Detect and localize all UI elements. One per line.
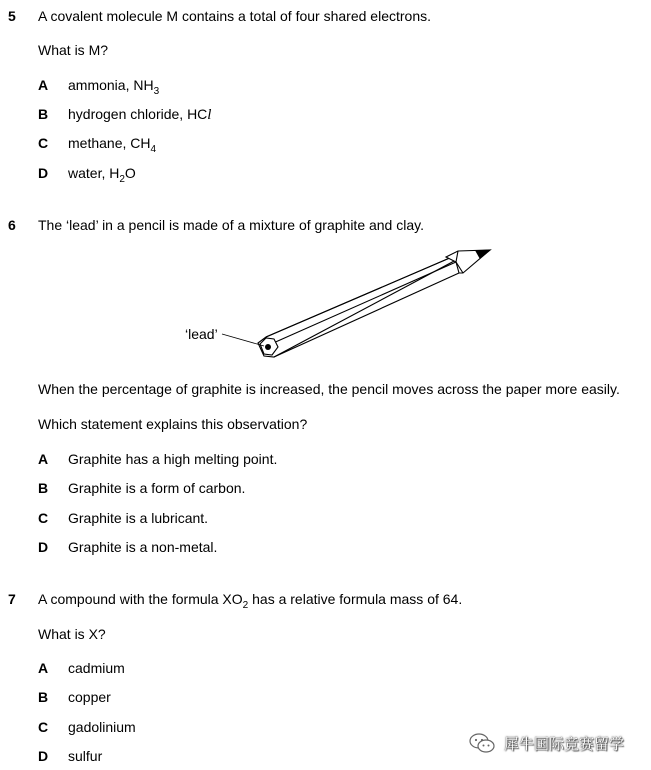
q5-option-c[interactable]: [38, 135, 48, 151]
q7-option-d-text: sulfur: [68, 748, 103, 764]
question-5-prompt: What is M?: [38, 42, 109, 58]
lead-label: ‘lead’: [185, 326, 218, 342]
q7-option-d[interactable]: [38, 748, 48, 764]
question-7-stem: A compound with the formula $XO_2$ has a relative formula mass of 64.: [38, 591, 463, 611]
q6-option-a[interactable]: [38, 451, 48, 467]
option-letter: B: [38, 480, 49, 496]
question-5-number: 5: [8, 8, 16, 24]
q7-option-a[interactable]: [38, 660, 48, 676]
q5-option-c-text: methane, $CH_4$: [68, 135, 157, 155]
question-7-prompt: What is X?: [38, 626, 106, 642]
question-5-stem: A covalent molecule M contains a total of four shared electrons.: [38, 8, 431, 24]
q6-option-d[interactable]: [38, 539, 48, 555]
q7-option-b[interactable]: [38, 689, 48, 705]
option-letter: C: [38, 510, 49, 526]
pencil-diagram: [180, 240, 500, 365]
option-letter: B: [38, 106, 49, 122]
q5-option-a[interactable]: [38, 77, 48, 93]
q5-option-b-text: hydrogen chloride, HCl: [68, 106, 212, 123]
q5-option-b[interactable]: [38, 106, 48, 122]
question-7-number: 7: [8, 591, 16, 607]
option-letter: A: [38, 451, 49, 467]
q6-option-c-text: Graphite is a lubricant.: [68, 510, 209, 526]
lead-pointer-line: [222, 334, 264, 346]
q6-option-b[interactable]: [38, 480, 48, 496]
question-6-observation: When the percentage of graphite is increased, the pencil moves across the paper more easily.: [38, 381, 620, 397]
option-letter: B: [38, 689, 49, 705]
option-letter: D: [38, 165, 49, 181]
wechat-icon: [468, 732, 496, 754]
question-6-prompt: Which statement explains this observation?: [38, 416, 308, 432]
option-letter: A: [38, 77, 49, 93]
q6-option-d-text: Graphite is a non-metal.: [68, 539, 218, 555]
question-6-stem: The ‘lead’ in a pencil is made of a mixture of graphite and clay.: [38, 217, 424, 233]
option-letter: A: [38, 660, 49, 676]
option-letter: D: [38, 539, 49, 555]
question-6-number: 6: [8, 217, 16, 233]
q7-option-b-text: copper: [68, 689, 111, 705]
watermark-text: 犀牛国际竞赛留学: [504, 734, 625, 753]
q6-option-b-text: Graphite is a form of carbon.: [68, 480, 246, 496]
q5-option-d[interactable]: [38, 165, 48, 181]
q7-option-c[interactable]: [38, 719, 48, 735]
q6-option-a-text: Graphite has a high melting point.: [68, 451, 278, 467]
q6-option-c[interactable]: [38, 510, 48, 526]
lead-core-icon: [265, 344, 271, 350]
watermark: [468, 732, 624, 754]
q5-option-d-text: water, $H_2O$: [68, 165, 136, 185]
q5-option-a-text: ammonia, $NH_3$: [68, 77, 160, 97]
option-letter: D: [38, 748, 49, 764]
pencil-body-icon: [258, 250, 490, 357]
q7-option-a-text: cadmium: [68, 660, 125, 676]
option-letter: C: [38, 719, 49, 735]
q7-option-c-text: gadolinium: [68, 719, 136, 735]
option-letter: C: [38, 135, 49, 151]
